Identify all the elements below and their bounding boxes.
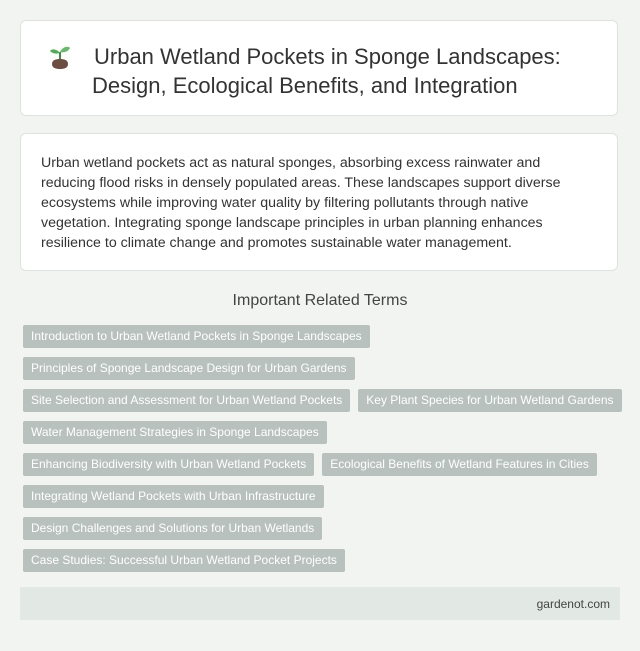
related-term-tag[interactable]: Principles of Sponge Landscape Design for Urban Gardens (23, 357, 355, 380)
related-term-tag[interactable]: Ecological Benefits of Wetland Features in Cities (322, 453, 597, 476)
tag-row (23, 517, 623, 540)
related-term-tag[interactable]: Introduction to Urban Wetland Pockets in Sponge Landscapes (23, 325, 370, 348)
related-term-tag[interactable]: Integrating Wetland Pockets with Urban Infrastructure (23, 485, 324, 508)
tag-row (23, 453, 623, 476)
page-title-line2: Design, Ecological Benefits, and Integration (92, 73, 518, 98)
tag-row (23, 421, 623, 444)
related-term-tag[interactable]: Site Selection and Assessment for Urban Wetland Pockets (23, 389, 350, 412)
tag-row (23, 325, 623, 348)
tag-row (23, 357, 623, 380)
page-title (92, 42, 612, 100)
page-title-line1: Urban Wetland Pockets in Sponge Landscapes: (94, 44, 561, 69)
related-terms-heading: Important Related Terms (232, 292, 408, 309)
tag-row (23, 389, 623, 412)
tag-row (23, 485, 623, 508)
footer (20, 587, 620, 620)
tag-row (23, 549, 623, 572)
related-term-tag[interactable]: Enhancing Biodiversity with Urban Wetland Pockets (23, 453, 314, 476)
related-term-tag[interactable]: Key Plant Species for Urban Wetland Gardens (358, 389, 621, 412)
related-term-tag[interactable]: Design Challenges and Solutions for Urban Wetlands (23, 517, 322, 540)
related-term-tag[interactable]: Case Studies: Successful Urban Wetland Pocket Projects (23, 549, 345, 572)
related-term-tag[interactable]: Water Management Strategies in Sponge Landscapes (23, 421, 327, 444)
footer-site-link[interactable]: gardenot.com (536, 597, 610, 611)
sprout-icon (48, 44, 72, 70)
summary-text: Urban wetland pockets act as natural sponges, absorbing excess rainwater and reducing flood risks in densely populated areas. These landscapes support diverse ecosystems while improving water quality by filtering pollutants through native vegetation. Integrating sponge landscape principles in urban planning enhances resilience to climate change and promotes sustainable water management. (41, 155, 561, 251)
related-terms-list (23, 325, 623, 581)
